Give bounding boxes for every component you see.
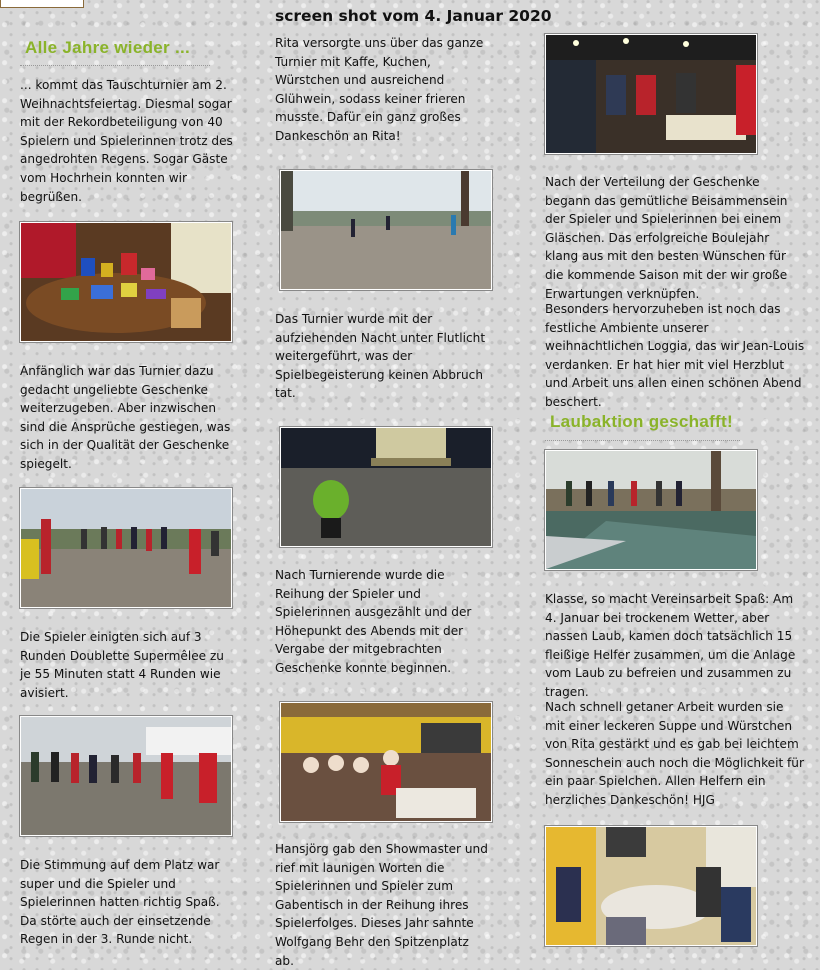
photo-players-meeting[interactable] xyxy=(20,488,232,608)
photo-boule-court-day[interactable] xyxy=(280,170,492,290)
paragraph-showmaster: Hansjörg gab den Showmaster und rief mit launigen Worten die Spielerinnen und Spieler zum Gabentisch in der Reihung ihres Spielerfolges. Dieses Jahr sahnte Wolfgang Behr den Spitzenplatz ab. xyxy=(275,842,488,968)
paragraph-loggia: Besonders hervorzuheben ist noch das festliche Ambiente unserer weihnachtlichen Loggia, das wir Jean-Louis verdanken. Er hat hier mit viel Herzblut und Arbeit uns allen einen schönen Abend beschert. xyxy=(545,302,805,409)
photo-leaf-helpers[interactable] xyxy=(545,450,757,570)
photo-gift-table[interactable] xyxy=(20,222,232,342)
page-title: screen shot vom 4. Januar 2020 xyxy=(275,7,552,25)
section-heading-laubaktion: Laubaktion geschafft! xyxy=(550,412,733,431)
paragraph-beisammensein: Nach der Verteilung der Geschenke begann das gemütliche Beisammensein der Spieler und Spielerinnen bei einem Gläschen. Das erfolgreiche Boulejahr klang aus mit den besten Wünschen für die kommende Saison mit der wir große Erwartungen verknüpfen. xyxy=(545,175,788,301)
heading-divider xyxy=(20,65,210,66)
paragraph-rita: Rita versorgte uns über das ganze Turnier mit Kaffe, Kuchen, Würstchen und ausreichend Glühwein, sodass keiner frieren musste. Dafür ein ganz großes Dankeschön an Rita! xyxy=(275,36,484,143)
paragraph-tauschturnier: ... kommt das Tauschturnier am 2. Weihnachtsfeiertag. Diesmal sogar mit der Rekordbeteiligung von 40 Spielern und Spielerinnen trotz des angedrohten Regens. Sogar Gäste vom Hochrhein konnten wir begrüßen. xyxy=(20,78,233,204)
site-logo[interactable] xyxy=(0,0,84,8)
photo-helpers-meal[interactable] xyxy=(545,826,757,946)
heading-divider xyxy=(545,440,740,441)
section-heading-alle-jahre: Alle Jahre wieder ... xyxy=(25,38,191,57)
photo-players-field[interactable] xyxy=(20,716,232,836)
photo-gift-ceremony[interactable] xyxy=(280,702,492,822)
photo-boule-court-night[interactable] xyxy=(280,427,492,547)
paragraph-geschenke: Anfänglich war das Turnier dazu gedacht ungeliebte Geschenke weiterzugeben. Aber inzwischen sind die Ansprüche gestiegen, was sich in der Qualität der Geschenke spiegelt. xyxy=(20,364,231,471)
paragraph-suppe: Nach schnell getaner Arbeit wurden sie mit einer leckeren Suppe und Würstchen von Rita gestärkt und es gab bei leichtem Sonneschein auch noch die Möglichkeit für ein paar Spielchen. Allen Helfern ein herzliches Dankeschön! HJG xyxy=(545,700,804,807)
paragraph-flutlicht: Das Turnier wurde mit der aufziehenden Nacht unter Flutlicht weitergeführt, was der Spielbegeisterung keinen Abbruch tat. xyxy=(275,312,486,401)
paragraph-runden: Die Spieler einigten sich auf 3 Runden Doublette Supermêlee zu je 55 Minuten statt 4 Runden wie avisiert. xyxy=(20,630,224,700)
paragraph-vereinsarbeit: Klasse, so macht Vereinsarbeit Spaß: Am 4. Januar bei trockenem Wetter, aber nassen Laub, kamen doch tatsächlich 15 fleißige Helfer zusammen, um die Anlage vom Laub zu befreien und zusammen zu tragen. xyxy=(545,592,796,699)
paragraph-turnierende: Nach Turnierende wurde die Reihung der Spieler und Spielerinnen ausgezählt und der Höhepunkt des Abends mit der Vergabe der mitgebrachten Geschenke konnte beginnen. xyxy=(275,568,472,675)
photo-loggia-party[interactable] xyxy=(545,34,757,154)
paragraph-stimmung: Die Stimmung auf dem Platz war super und die Spieler und Spielerinnen hatten richtig Spaß. Da störte auch der einsetzende Regen in der 3. Runde nicht. xyxy=(20,858,220,947)
